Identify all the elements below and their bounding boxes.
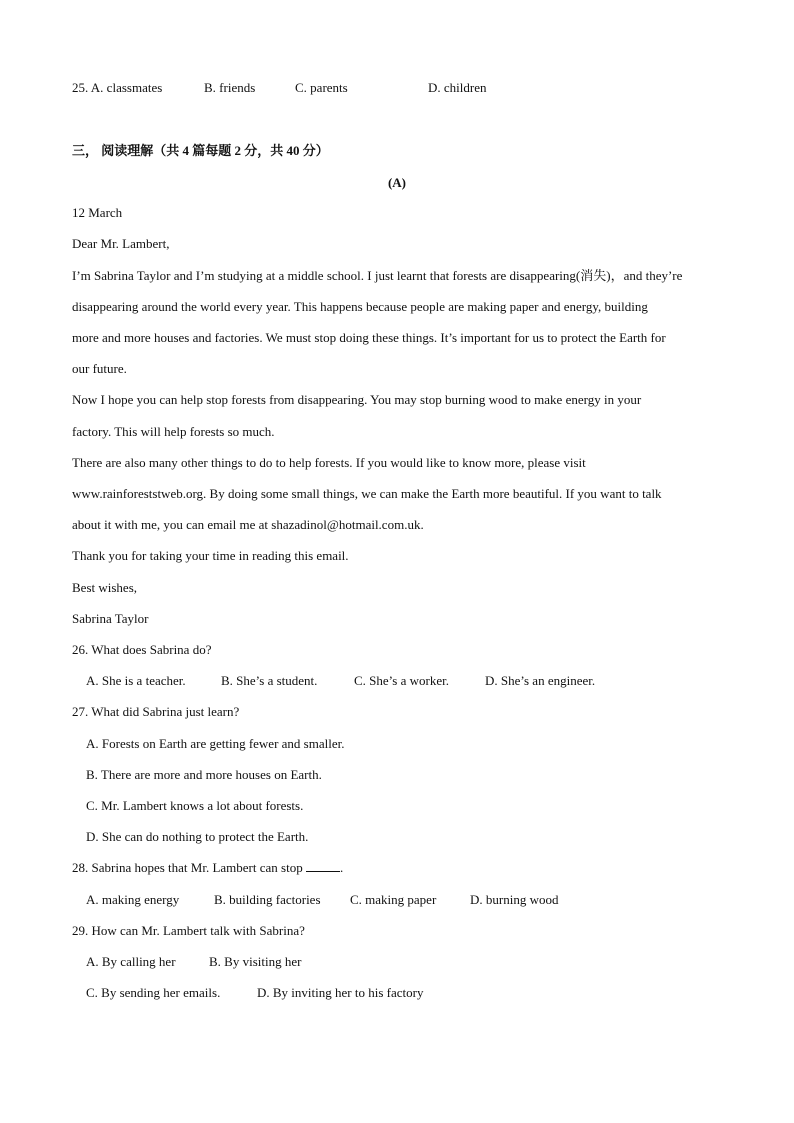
q26-option-d: D. She’s an engineer.: [485, 673, 596, 688]
q26-option-b: B. She’s a student.: [221, 673, 318, 688]
q28-option-c: C. making paper: [350, 892, 437, 907]
letter-line: factory. This will help forests so much.: [72, 424, 275, 439]
letter-line: There are also many other things to do to help forests. If you would like to know more, please visit: [72, 455, 586, 470]
q29-option-d: D. By inviting her to his factory: [257, 985, 424, 1000]
q26-stem: 26. What does Sabrina do?: [72, 642, 212, 657]
section-heading: 三， 阅读理解（共 4 篇每题 2 分，共 40 分）: [72, 143, 329, 158]
q28-option-b: B. building factories: [214, 892, 321, 907]
letter-line: more and more houses and factories. We must stop doing these things. It’s important for us to protect the Earth for: [72, 330, 666, 345]
q25-option-a: 25. A. classmates: [72, 80, 163, 95]
letter-signature: Sabrina Taylor: [72, 611, 149, 626]
passage-label: (A): [387, 175, 407, 190]
q27-option-b: B. There are more and more houses on Earth.: [86, 767, 322, 782]
letter-line: about it with me, you can email me at shazadinol@hotmail.com.uk.: [72, 517, 424, 532]
letter-greeting: Dear Mr. Lambert,: [72, 236, 170, 251]
q28-option-d: D. burning wood: [470, 892, 559, 907]
q27-stem: 27. What did Sabrina just learn?: [72, 704, 240, 719]
q29-stem: 29. How can Mr. Lambert talk with Sabrina?: [72, 923, 305, 938]
letter-date: 12 March: [72, 205, 123, 220]
q25-option-c: C. parents: [295, 80, 348, 95]
letter-line: I’m Sabrina Taylor and I’m studying at a middle school. I just learnt that forests are disappearing(消失)，and they’re: [72, 268, 683, 283]
q26-option-c: C. She’s a worker.: [354, 673, 449, 688]
q29-option-c: C. By sending her emails.: [86, 985, 221, 1000]
letter-line: Thank you for taking your time in reading this email.: [72, 548, 349, 563]
q28-option-a: A. making energy: [86, 892, 180, 907]
letter-line: our future.: [72, 361, 127, 376]
q25-option-d: D. children: [428, 80, 487, 95]
letter-line: Now I hope you can help stop forests from disappearing. You may stop burning wood to make energy in your: [72, 392, 642, 407]
q25-number: 25.: [72, 80, 89, 95]
letter-closing: Best wishes,: [72, 580, 137, 595]
q28-stem: 28. Sabrina hopes that Mr. Lambert can stop .: [72, 860, 344, 875]
q27-option-c: C. Mr. Lambert knows a lot about forests.: [86, 798, 304, 813]
letter-line: disappearing around the world every year. This happens because people are making paper and energy, building: [72, 299, 648, 314]
letter-line: www.rainforeststweb.org. By doing some small things, we can make the Earth more beautiful. If you want to talk: [72, 486, 662, 501]
q27-option-d: D. She can do nothing to protect the Earth.: [86, 829, 309, 844]
q25-option-b: B. friends: [204, 80, 256, 95]
q26-option-a: A. She is a teacher.: [86, 673, 186, 688]
answer-blank: [306, 860, 340, 872]
q27-option-a: A. Forests on Earth are getting fewer and smaller.: [86, 736, 345, 751]
q29-option-b: B. By visiting her: [209, 954, 302, 969]
q29-option-a: A. By calling her: [86, 954, 176, 969]
